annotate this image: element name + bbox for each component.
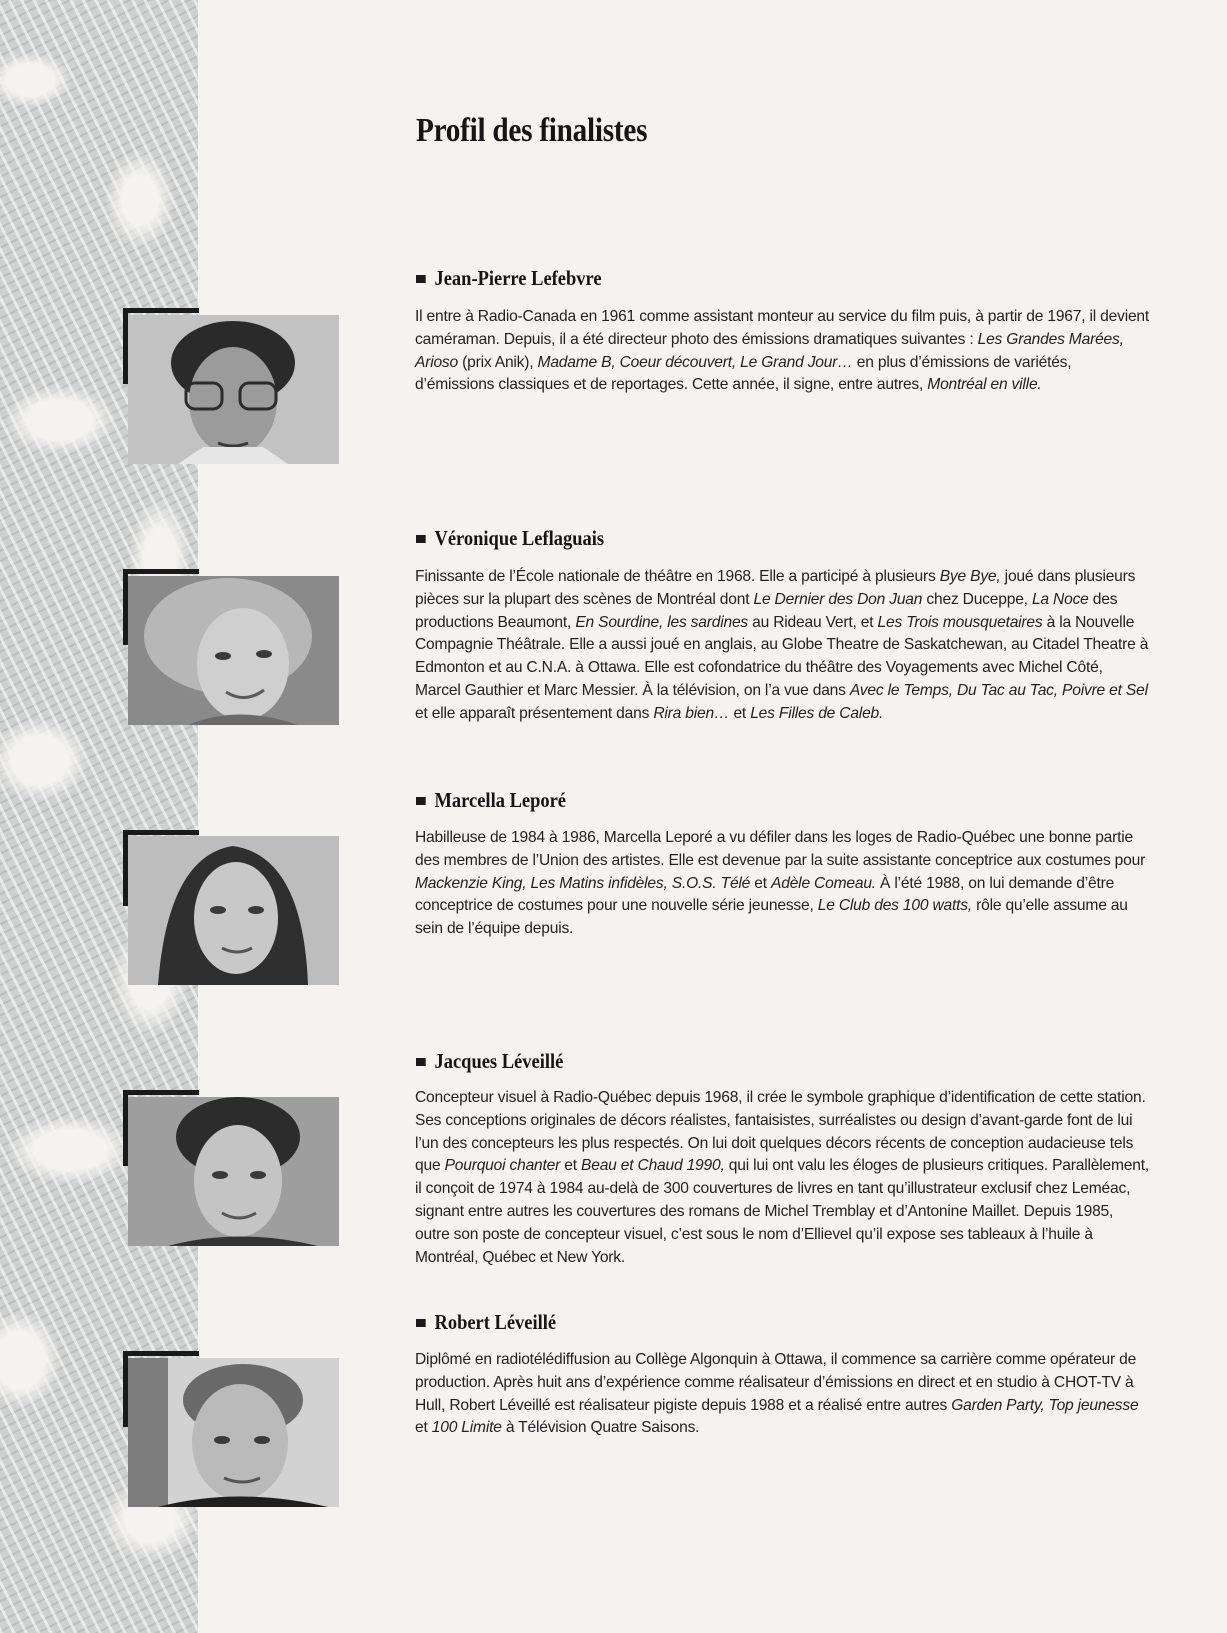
finalist-name: Véronique Leflaguais xyxy=(416,526,604,551)
bio-text: rôle qu’elle assume au sein de l’équipe depuis. xyxy=(415,897,1128,938)
finalist-bio xyxy=(415,1349,1150,1440)
bio-text: qui lui ont valu les éloges de plusieurs critiques. Parallèlement, il conçoit de 1974 à 1984 au-delà de 300 couvertures de livres en tant qu’illustrateur exclusif chez Leméac, signant entre autres les couvertures des romans de Michel Tremblay et d’Antonine Maillet. Depuis 1985, outre son poste de concepteur visuel, c’est sous le nom d’Ellievel qu’il expose ses tableaux à l’huile à Montréal, Québec et New York. xyxy=(415,1157,1149,1266)
bio-title-italic: Les Trois mousquetaires xyxy=(877,613,1043,631)
bio-title-italic: Les Filles de Caleb. xyxy=(750,704,884,722)
bio-text: Habilleuse de 1984 à 1986, Marcella Leporé a vu défiler dans les loges de Radio-Québec une bonne partie des membres de l’Union des artistes. Elle est devenue par la suite assistante conceptrice aux costumes pour xyxy=(415,829,1146,869)
bio-title-italic: Avec le Temps, Du Tac au Tac, Poivre et Sel xyxy=(849,681,1148,699)
bio-title-italic: Montréal en ville. xyxy=(927,376,1042,394)
bio-title-italic: Madame B, Coeur découvert, Le Grand Jour… xyxy=(537,353,853,371)
bio-title-italic: Le Dernier des Don Juan xyxy=(753,590,923,608)
portrait-photo xyxy=(128,576,339,725)
bio-title-italic: Beau et Chaud 1990, xyxy=(581,1157,725,1175)
bio-text: Diplômé en radiotélédiffusion au Collège Algonquin à Ottawa, il commence sa carrière comme opérateur de production. Après huit ans d’expérience comme réalisateur d’émissions en direct et en studio à CHOT-TV à Hull, Robert Léveillé est réalisateur pigiste depuis 1988 et a réalisé entre autres xyxy=(415,1351,1137,1414)
bio-text: en plus d’émissions de variétés, d’émissions classiques et de reportages. Cette année, il signe, entre autres, xyxy=(415,353,1072,394)
bio-text: joué dans plusieurs pièces sur la plupart des scènes de Montréal dont xyxy=(415,568,1136,608)
finalist-bio xyxy=(415,827,1150,941)
bio-title-italic: Rira bien… xyxy=(653,704,730,722)
bio-text: Finissante de l’École nationale de théâtre en 1968. Elle a participé à plusieurs xyxy=(415,568,940,585)
bio-title-italic: Mackenzie King, Les Matins infidèles, S.O.S. Télé xyxy=(415,874,751,892)
bio-text: des productions Beaumont, xyxy=(415,590,1118,631)
finalist-bio xyxy=(415,1087,1150,1269)
portrait-photo xyxy=(128,315,339,464)
bio-text: Il entre à Radio-Canada en 1961 comme assistant monteur au service du film puis, à partir de 1967, il devient caméraman. Depuis, il a été directeur photo des émissions dramatiques suivantes : xyxy=(415,308,1150,348)
bio-title-italic: Garden Party, Top jeunesse xyxy=(951,1396,1139,1414)
bio-text: et xyxy=(560,1157,582,1175)
bio-text: Concepteur visuel à Radio-Québec depuis 1968, il crée le symbole graphique d’identification de cette station. Ses conceptions originales de décors réalistes, fantaisistes, surréalistes ou design d’avant-garde font de lui l’un des concepteurs les plus respectés. On lui doit quelques décors récents de conception audacieuse tels que xyxy=(415,1089,1146,1175)
bio-text: et xyxy=(415,1419,432,1437)
bullet-square-icon xyxy=(416,797,426,805)
bio-text: à Télévision Quatre Saisons. xyxy=(501,1419,700,1437)
bio-text: à la Nouvelle Compagnie Théâtrale. Elle a aussi joué en anglais, au Globe Theatre de Saskatchewan, au Citadel Theatre à Edmonton et au C.N.A. à Ottawa. Elle est cofondatrice du théâtre des Voyagements avec Michel Côté, Marcel Gauthier et Marc Messier. À la télévision, on l’a vue dans xyxy=(415,613,1149,699)
bio-title-italic: Adèle Comeau. xyxy=(771,874,876,892)
bio-text: et xyxy=(729,704,751,722)
finalist-bio xyxy=(415,566,1150,726)
finalist-name: Jacques Léveillé xyxy=(416,1049,563,1074)
finalist-name: Marcella Leporé xyxy=(416,788,566,813)
bullet-square-icon xyxy=(416,1058,426,1066)
finalist-name: Jean-Pierre Lefebvre xyxy=(416,266,602,291)
bullet-square-icon xyxy=(416,1319,426,1327)
portrait-photo xyxy=(128,1358,339,1507)
page-title: Profil des finalistes xyxy=(416,112,648,149)
bio-title-italic: Bye Bye, xyxy=(939,568,1001,585)
portrait-photo xyxy=(128,1097,339,1246)
bio-title-italic: Pourquoi chanter xyxy=(444,1157,561,1175)
bio-text: chez Duceppe, xyxy=(922,590,1032,608)
bio-title-italic: Le Club des 100 watts, xyxy=(817,897,972,915)
bio-title-italic: 100 Limite xyxy=(431,1419,502,1437)
bullet-square-icon xyxy=(416,275,426,283)
finalist-name: Robert Léveillé xyxy=(416,1310,556,1335)
bio-text: et xyxy=(750,874,772,892)
bio-title-italic: En Sourdine, les sardines xyxy=(575,613,749,631)
bio-text: au Rideau Vert, et xyxy=(748,613,878,631)
bio-text: et elle apparaît présentement dans xyxy=(415,704,654,722)
bio-title-italic: La Noce xyxy=(1031,590,1089,608)
bio-text: (prix Anik), xyxy=(458,353,538,371)
finalist-bio xyxy=(415,306,1150,397)
bullet-square-icon xyxy=(416,535,426,543)
bio-text: À l’été 1988, on lui demande d’être conceptrice de costumes pour une nouvelle série jeunesse, xyxy=(415,874,1115,915)
portrait-photo xyxy=(128,836,339,985)
bio-title-italic: Les Grandes Marées, Arioso xyxy=(415,330,1124,371)
